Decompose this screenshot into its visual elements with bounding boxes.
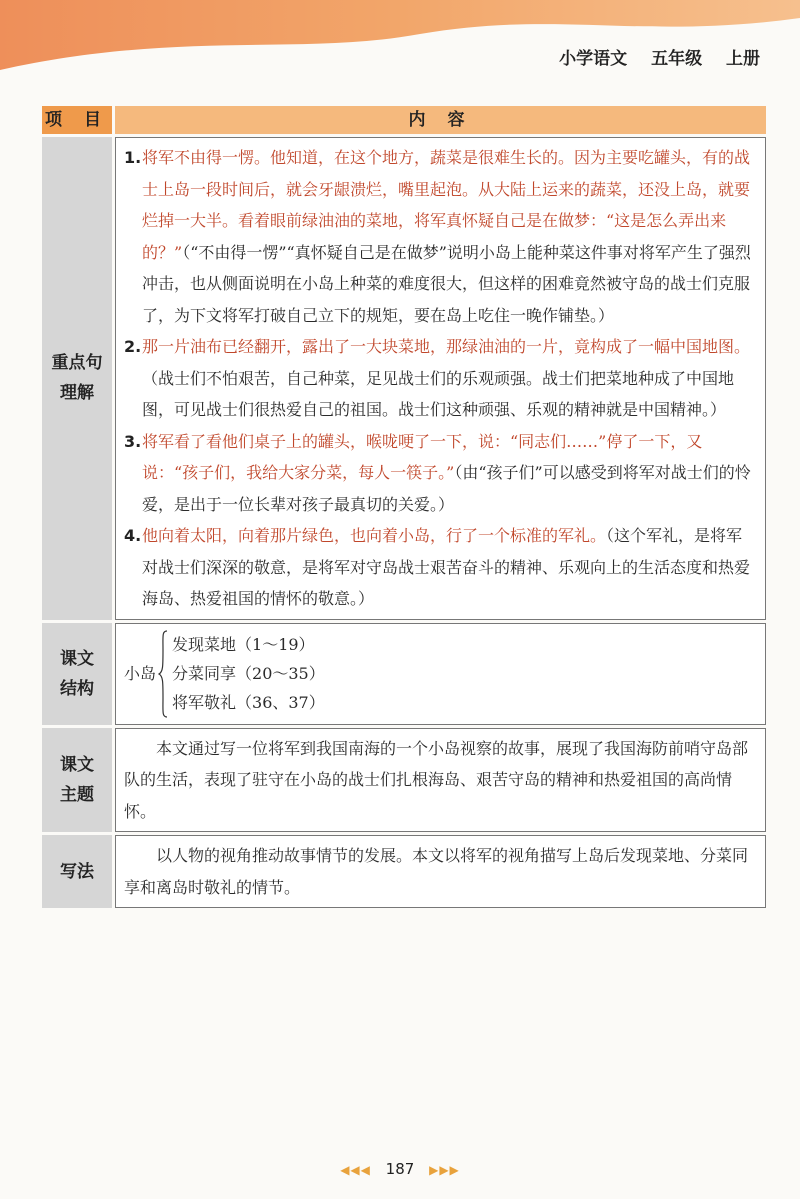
row-key-sentences — [42, 137, 766, 620]
row-theme — [42, 728, 766, 833]
writing-content — [115, 835, 766, 908]
table-header — [42, 106, 766, 134]
structure-branch: 发现菜地（1～19） — [172, 635, 315, 654]
row-structure — [42, 623, 766, 725]
structure-branch: 分菜同享（20～35） — [172, 664, 325, 683]
quoted-sentence: 他向着太阳，向着那片绿色，也向着小岛，行了一个标准的军礼。 — [142, 526, 607, 545]
structure-diagram — [124, 628, 755, 720]
structure-branch: 将军敬礼（36、37） — [172, 693, 325, 712]
grade: 五年级 — [651, 49, 703, 69]
content-table — [42, 103, 766, 911]
structure-content — [115, 623, 766, 725]
sentence-note: （战士们不怕艰苦，自己种菜，足见战士们的乐观顽强。战士们把菜地种成了中国地图，可见战士们很热爱自己的祖国。战士们这种顽强、乐观的精神就是中国精神。） — [142, 368, 735, 419]
row-writing — [42, 835, 766, 908]
sentence-item — [124, 520, 755, 615]
brace-icon — [158, 630, 168, 718]
column-header-item: 项 目 — [42, 106, 115, 134]
row-label-theme: 课文主题 — [42, 728, 115, 833]
book-info — [547, 44, 760, 69]
item-number: 1. — [124, 148, 142, 167]
row-label-structure: 课文结构 — [42, 623, 115, 725]
item-number: 2. — [124, 337, 142, 356]
quoted-sentence: 将军不由得一愣。他知道，在这个地方，蔬菜是很难生长的。因为主要吃罐头，有的战士上岛一段时间后，就会牙龈溃烂，嘴里起泡。从大陆上运来的蔬菜，还没上岛，就要烂掉一大半。看着眼前绿油油的菜地，将军真怀疑自己是在做梦：“这是怎么弄出来的？” — [142, 148, 751, 262]
row-label-key-sentences: 重点句理解 — [42, 137, 115, 620]
structure-root: 小岛 — [124, 663, 157, 683]
page-number: 187 — [385, 1160, 415, 1178]
sentence-note: （“不由得一愣”“真怀疑自己是在做梦”说明小岛上能种菜这件事对将军产生了强烈冲击，也从侧面说明在小岛上种菜的难度很大，但这样的困难竟然被守岛的战士们克服了，为下文将军打破自己立下的规矩，要在岛上吃住一晚作铺垫。） — [142, 242, 751, 325]
left-arrows-icon: ◀◀◀ — [340, 1163, 371, 1177]
theme-content — [115, 728, 766, 833]
item-number: 3. — [124, 431, 142, 451]
sentence-item — [124, 331, 755, 426]
sentence-note: （由“孩子们”可以感受到将军对战士们的怜爱，是出于一位长辈对孩子最真切的关爱。） — [142, 463, 751, 514]
right-arrows-icon: ▶▶▶ — [429, 1163, 460, 1177]
sentence-item — [124, 142, 755, 331]
sentence-note: （这个军礼，是将军对战士们深深的敬意，是将军对守岛战士艰苦奋斗的精神、乐观向上的生活态度和热爱海岛、热爱祖国的情怀的敬意。） — [142, 526, 751, 608]
sentence-item — [124, 426, 755, 521]
subject: 小学语文 — [559, 49, 628, 69]
writing-text: 以人物的视角推动故事情节的发展。本文以将军的视角描写上岛后发现菜地、分菜同享和离岛时敬礼的情节。 — [124, 846, 749, 897]
quoted-sentence: 将军看了看他们桌子上的罐头，喉咙哽了一下，说：“同志们……”停了一下，又说：“孩子们，我给大家分菜，每人一筷子。” — [142, 431, 703, 482]
key-sentences-content — [115, 137, 766, 620]
page-footer — [0, 1160, 800, 1178]
theme-text: 本文通过写一位将军到我国南海的一个小岛视察的故事，展现了我国海防前哨守岛部队的生活，表现了驻守在小岛的战士们扎根海岛、艰苦守岛的精神和热爱祖国的高尚情怀。 — [124, 738, 749, 821]
row-label-writing: 写法 — [42, 835, 115, 908]
item-number: 4. — [124, 526, 142, 545]
structure-branches — [172, 630, 325, 717]
volume: 上册 — [726, 49, 760, 69]
column-header-content: 内 容 — [115, 106, 766, 134]
quoted-sentence: 那一片油布已经翻开，露出了一大块菜地，那绿油油的一片，竟构成了一幅中国地图。 — [142, 337, 751, 356]
